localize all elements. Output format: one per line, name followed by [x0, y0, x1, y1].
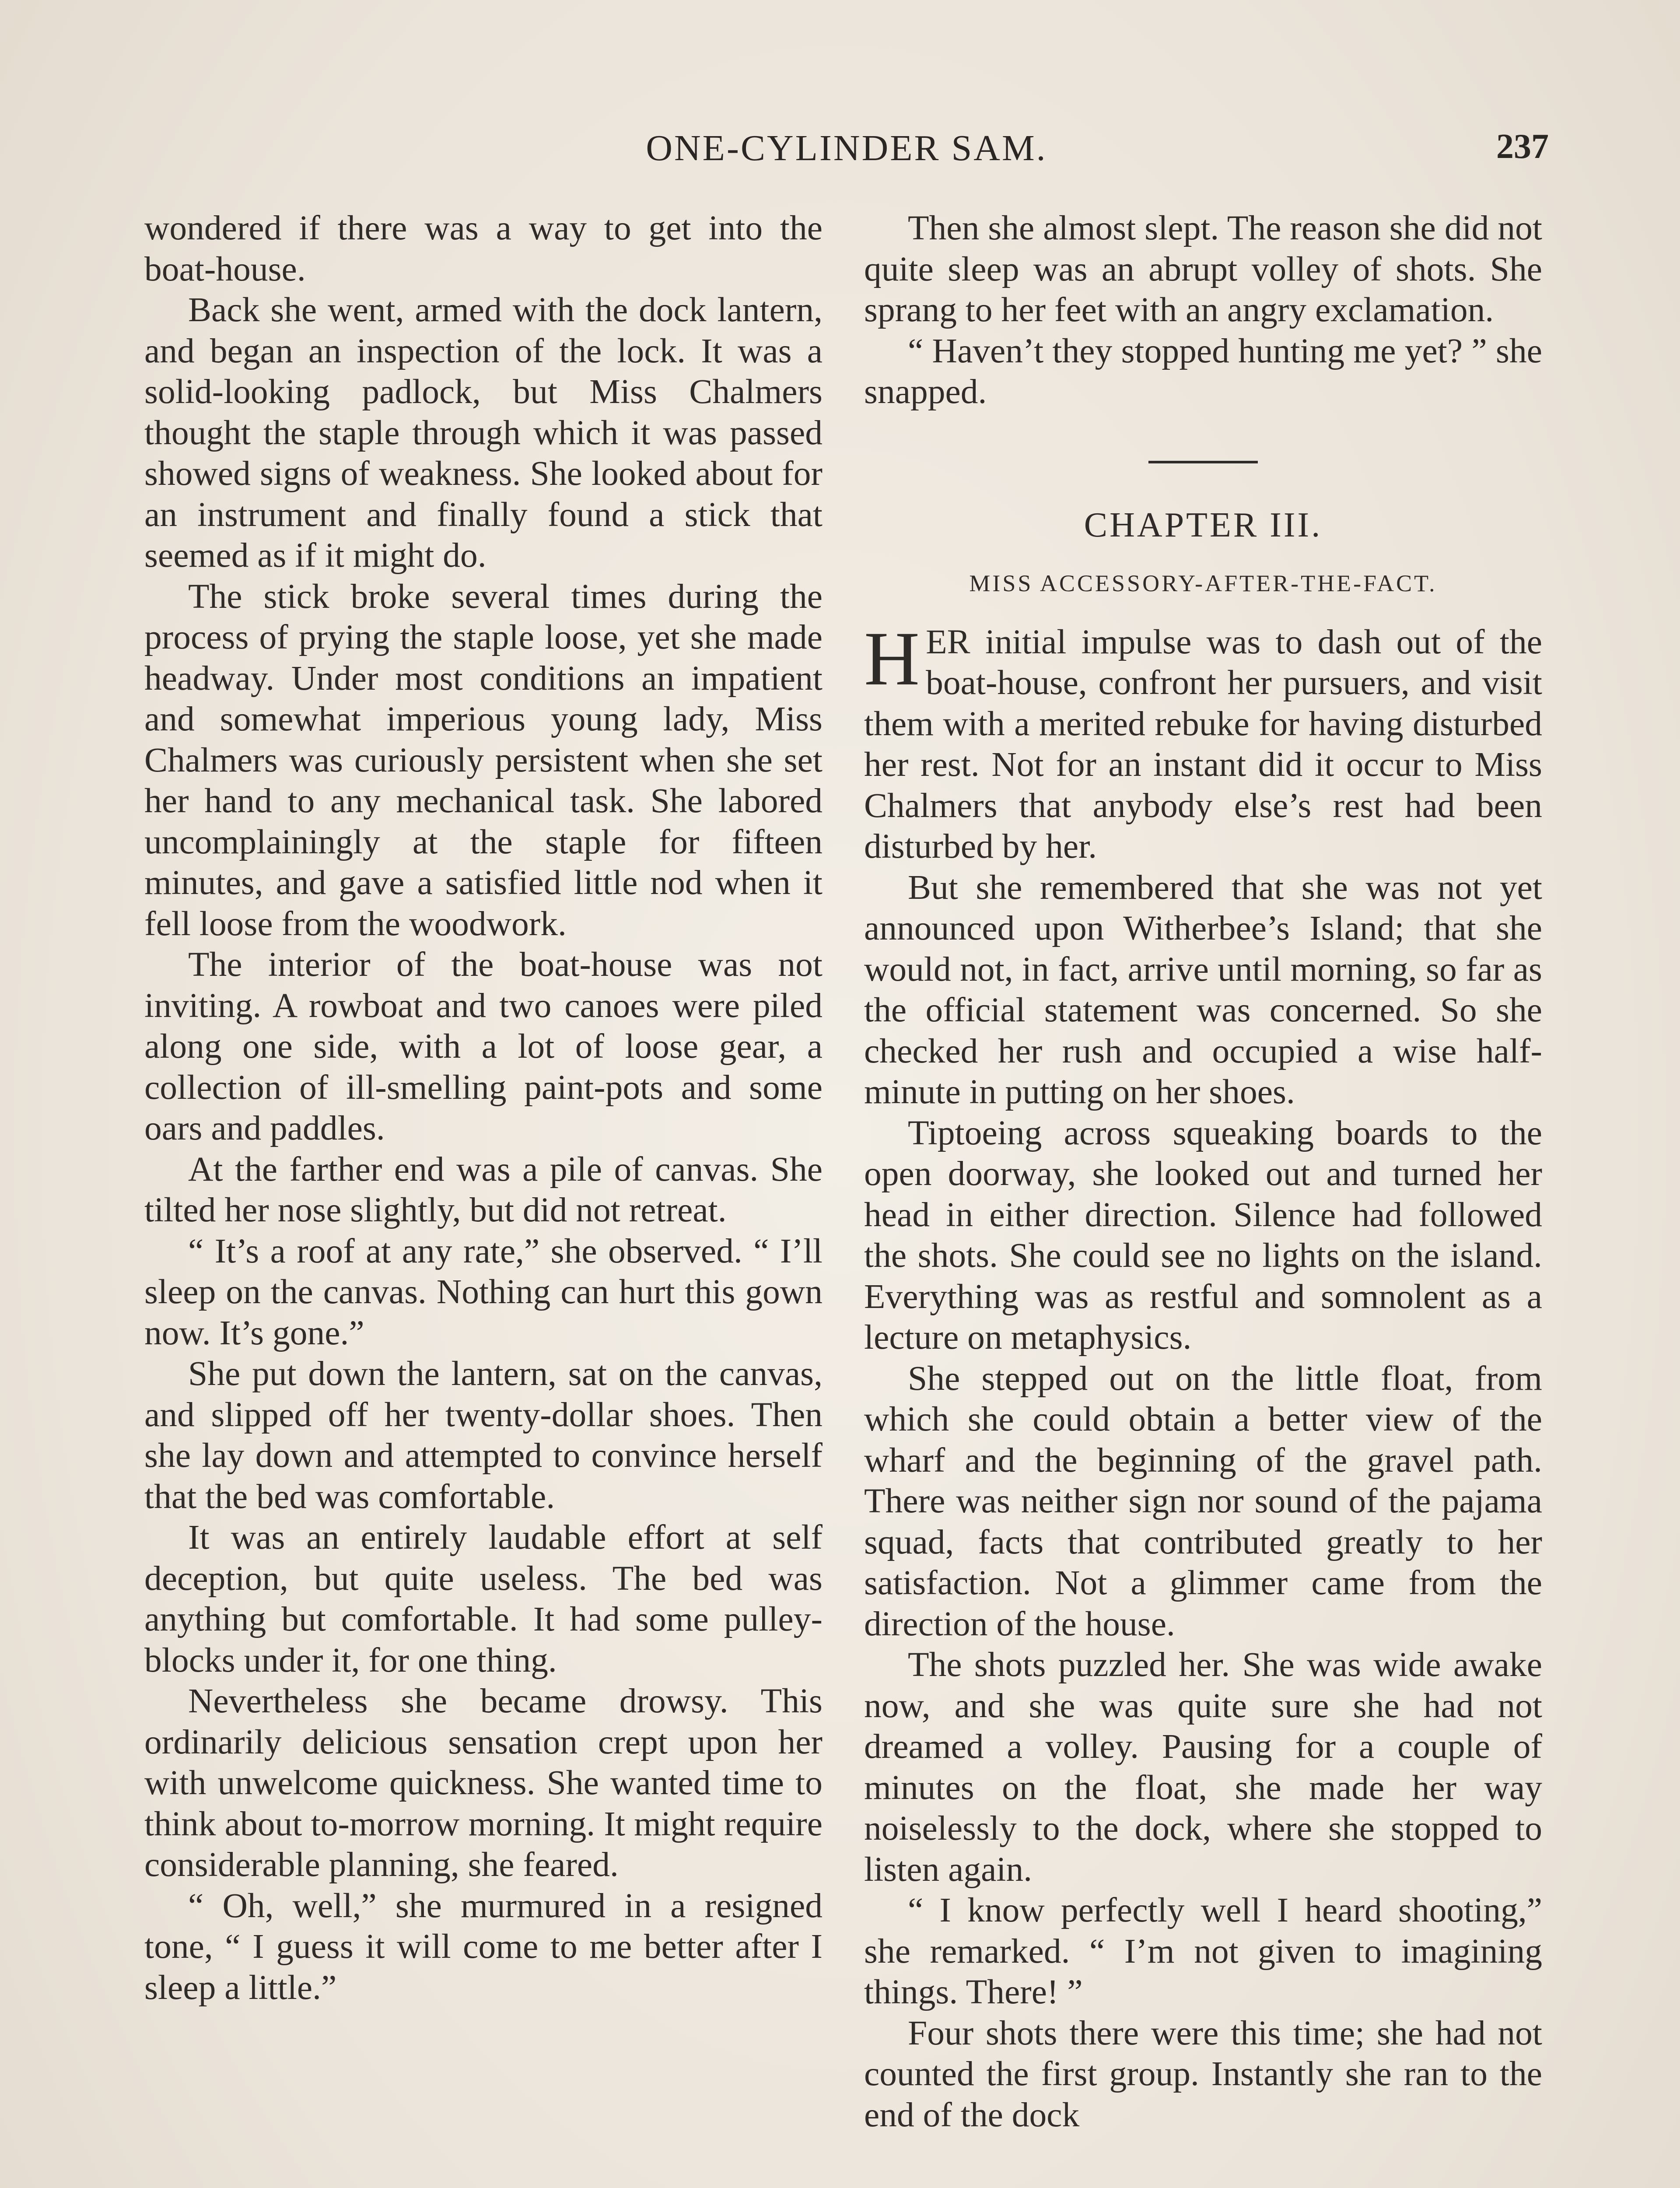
paragraph: The stick broke several times during the process of prying the staple loose, yet she made headway. Under most conditions an impatient and somewhat imperious young lady, Miss Chalmers was curiously persistent when she set her hand to any mechanical task. She labored uncomplainingly at the staple for fifteen minutes, and gave a satisfied little nod when it fell loose from the woodwork.	[144, 577, 822, 943]
chapter-opening-text: ER initial impulse was to dash out of the boat-house, confront her pursuers, and visit them with a merited rebuke for having disturbed her rest. Not for an instant did it occur to Miss Chalmers that anybody else’s rest had been disturbed by her.	[864, 622, 1542, 866]
paragraph: “ Oh, well,” she murmured in a resigned tone, “ I guess it will come to me better after I sleep a little.”	[144, 1886, 822, 2007]
running-head: ONE-CYLINDER SAM.	[646, 128, 1047, 168]
page-number: 237	[1496, 127, 1549, 166]
right-column	[864, 208, 1542, 2135]
paragraph: It was an entirely laudable effort at self deception, but quite useless. The bed was anything but comfortable. It had some pulley-blocks under it, for one thing.	[144, 1518, 822, 1680]
paragraph: “ Haven’t they stopped hunting me yet? ” she snapped.	[864, 331, 1542, 411]
paragraph: Nevertheless she became drowsy. This ordinarily delicious sensation crept upon her with unwelcome quickness. She wanted time to think about to-morrow morning. It might require considerable planning, she feared.	[144, 1682, 822, 1884]
paragraph: She stepped out on the little float, from which she could obtain a better view of the wharf and the beginning of the gravel path. There was neither sign nor sound of the pajama squad, facts that contributed greatly to her satisfaction. Not a glimmer came from the direction of the house.	[864, 1359, 1542, 1643]
paragraph: The shots puzzled her. She was wide awake now, and she was quite sure she had not dreamed a volley. Pausing for a couple of minutes on the float, she made her way noiselessly to the dock, where she stopped to listen again.	[864, 1645, 1542, 1889]
paragraph: Back she went, armed with the dock lantern, and began an inspection of the lock. It was a solid-looking padlock, but Miss Chalmers thought the staple through which it was passed showed signs of weakness. She looked about for an instrument and finally found a stick that seemed as if it might do.	[144, 291, 822, 575]
paragraph: Then she almost slept. The reason she did not quite sleep was an abrupt volley of shots. She sprang to her feet with an angry exclamation.	[864, 209, 1542, 329]
paragraph: “ I know perfectly well I heard shooting,” she remarked. “ I’m not given to imagining things. There! ”	[864, 1891, 1542, 2011]
chapter-opening-paragraph	[864, 616, 1542, 867]
paragraph: She put down the lantern, sat on the canvas, and slipped off her twenty-dollar shoes. Then she lay down and attempted to convince herself that the bed was comfortable.	[144, 1354, 822, 1516]
page-header	[144, 127, 1549, 179]
paragraph: Four shots there were this time; she had not counted the first group. Instantly she ran to the end of the dock	[864, 2013, 1542, 2134]
paragraph: At the farther end was a pile of canvas. She tilted her nose slightly, but did not retreat.	[144, 1150, 822, 1229]
paragraph: But she remembered that she was not yet announced upon Witherbee’s Island; that she would not, in fact, arrive until morning, so far as the official statement was concerned. So she checked her rush and occupied a wise half-minute in putting on her shoes.	[864, 868, 1542, 1111]
chapter-subtitle: MISS ACCESSORY-AFTER-THE-FACT.	[969, 570, 1437, 596]
paragraph: wondered if there was a way to get into the boat-house.	[144, 209, 822, 288]
left-column	[144, 208, 822, 2008]
paragraph: “ It’s a roof at any rate,” she observed. “ I’ll sleep on the canvas. Nothing can hurt this gown now. It’s gone.”	[144, 1231, 822, 1352]
drop-cap: H	[864, 616, 920, 701]
chapter-title: CHAPTER III.	[1084, 505, 1323, 544]
chapter-divider-rule	[1148, 461, 1258, 463]
paragraph: The interior of the boat-house was not inviting. A rowboat and two canoes were piled along one side, with a lot of loose gear, a collection of ill-smelling paint-pots and some oars and paddles.	[144, 945, 822, 1147]
paragraph: Tiptoeing across squeaking boards to the open doorway, she looked out and turned her head in either direction. Silence had followed the shots. She could see no lights on the island. Everything was as restful and somnolent as a lecture on metaphysics.	[864, 1113, 1542, 1357]
